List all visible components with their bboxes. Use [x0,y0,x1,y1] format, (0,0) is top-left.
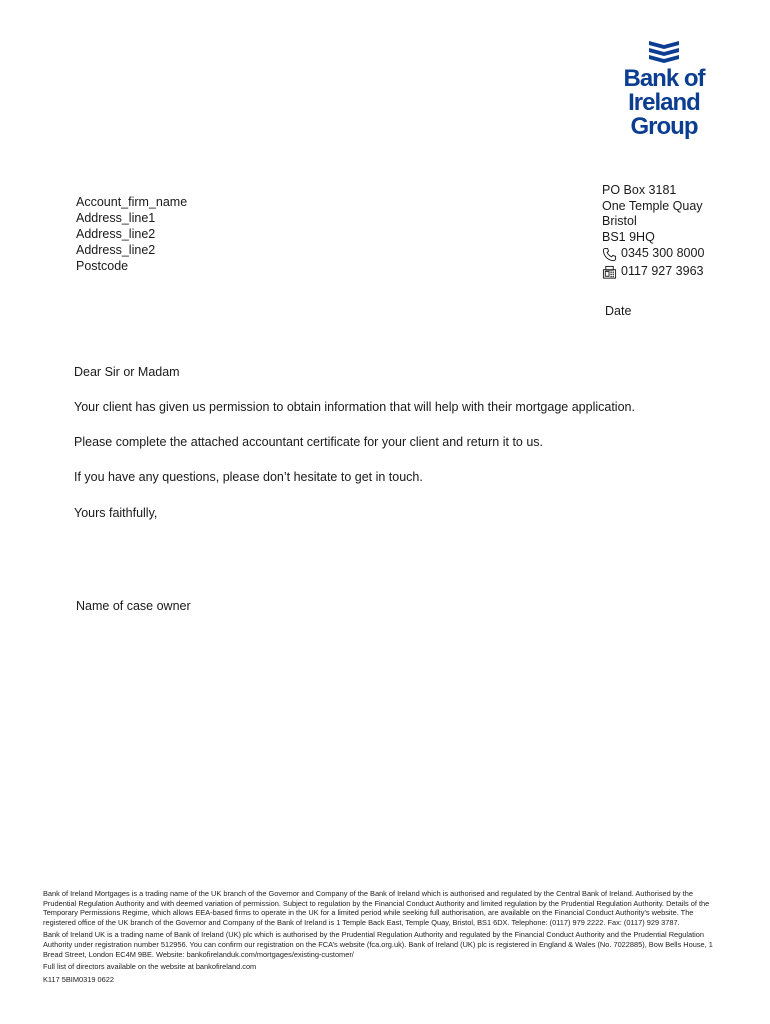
paragraph-3: If you have any questions, please don’t hesitate to get in touch. [74,470,423,484]
sender-city: Bristol [602,214,637,228]
signatory-name: Name of case owner [76,599,191,613]
logo-line-3: Group [630,113,698,140]
sender-address [602,183,704,281]
sender-phone-row [602,245,704,263]
sender-postcode: BS1 9HQ [602,229,655,244]
footer-reference: K117 5BIM0319 0622 [43,974,114,984]
sender-po-box: PO Box 3181 [602,183,677,197]
footer-paragraph-2: Bank of Ireland UK is a trading name of Bank of Ireland (UK) plc which is authorised by the Prudential Regulation Authority and regulated by the Financial Conduct Authority and the Prudential Regulation Authority under registration number 512956. You can confirm our registration on the FCA’s website (fca.org.uk). Bank of Ireland (UK) plc is registered in England & Wales (No. 7022885), Bow Bells House, 1 Bread Street, London EC4M 9BE. Website: bankofirelanduk.com/mortgages/existing-customer/ [43,930,713,959]
sender-street: One Temple Quay [602,198,703,213]
bank-logo [612,40,716,140]
recipient-postcode: Postcode [76,259,129,273]
sender-fax-row [602,263,704,281]
closing: Yours faithfully, [74,506,158,520]
footer-directors: Full list of directors available on the website at bankofireland.com [43,962,257,972]
salutation: Dear Sir or Madam [74,365,180,379]
logo-line-2: Ireland [628,89,700,116]
logo-stripes-icon [649,40,679,64]
footer-paragraph-1: Bank of Ireland Mortgages is a trading name of the UK branch of the Governor and Company of the Bank of Ireland which is authorised and regulated by the Central Bank of Ireland. Authorised by the Prudential Regulation Authority and with deemed variation of permission. Subject to regulation by the Financial Conduct Authority and limited regulation by the Prudential Regulation Authority. Details of the Temporary Permissions Regime, which allows EEA-based firms to operate in the UK for a limited period while seeking full authorisation, are available on the Financial Conduct Authority’s website. The registered office of the UK branch of the Governor and Company of the Bank of Ireland is 1 Temple Back East, Temple Quay, Bristol, BS1 6DX. Telephone: (0117) 979 2222. Fax: (0117) 929 3787. [43,889,710,927]
logo-wordmark [612,67,716,139]
recipient-address [76,194,187,274]
sender-fax: 0117 927 3963 [621,264,704,279]
paragraph-2: Please complete the attached accountant certificate for your client and return it to us. [74,435,544,449]
recipient-address-line1: Address_line1 [76,211,156,225]
logo-line-1: Bank of [623,65,705,92]
fax-icon [602,265,617,280]
sender-phone: 0345 300 8000 [621,246,705,261]
legal-footer [43,889,723,987]
date-label: Date [605,304,632,318]
recipient-firm: Account_firm_name [76,195,188,209]
phone-icon [602,247,617,262]
paragraph-1: Your client has given us permission to obtain information that will help with their mortgage application. [74,400,635,414]
recipient-address-line2b: Address_line2 [76,243,156,257]
recipient-address-line2a: Address_line2 [76,227,156,241]
